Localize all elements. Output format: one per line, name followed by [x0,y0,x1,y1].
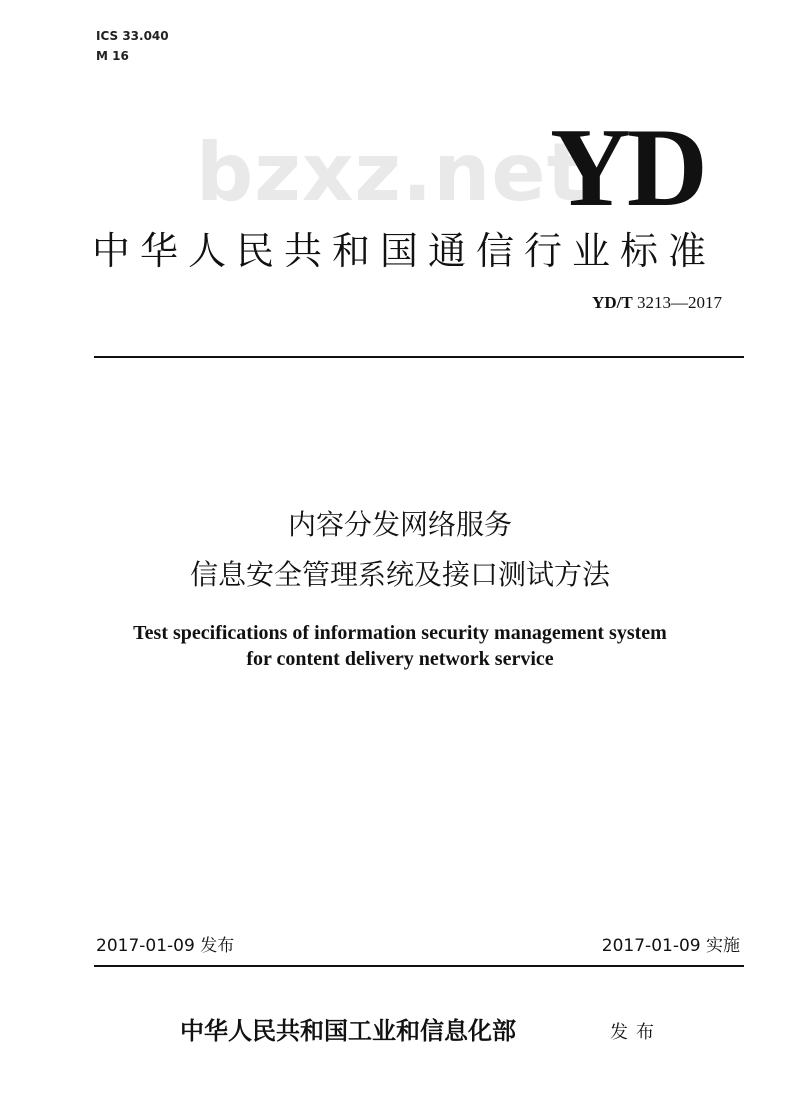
title-cn-line-1: 内容分发网络服务 [287,508,512,541]
title-cn-line-2: 信息安全管理系统及接口测试方法 [189,558,610,591]
title-en-line-2: for content delivery network service [246,648,554,670]
header-divider [94,356,744,358]
standard-number-code: 3213—2017 [637,293,722,312]
standard-type-title: 中华人民共和国通信行业标准 [92,229,717,273]
footer-divider [94,965,744,967]
classification-codes [96,26,169,66]
implementation-date: 2017-01-09 实施 [601,936,740,956]
standard-number [592,292,722,314]
publish-label: 发布 [610,1022,662,1043]
issue-date: 2017-01-09 发布 [96,936,235,956]
yd-logo: YD [550,106,704,230]
title-en-line-1: Test specifications of information security management system [133,622,667,644]
watermark: bzxz.net [196,126,586,219]
ccs-code: M 16 [96,49,129,63]
publisher-name: 中华人民共和国工业和信息化部 [180,1016,516,1045]
standard-number-prefix: YD/T [592,293,633,312]
ics-code: ICS 33.040 [96,29,169,43]
